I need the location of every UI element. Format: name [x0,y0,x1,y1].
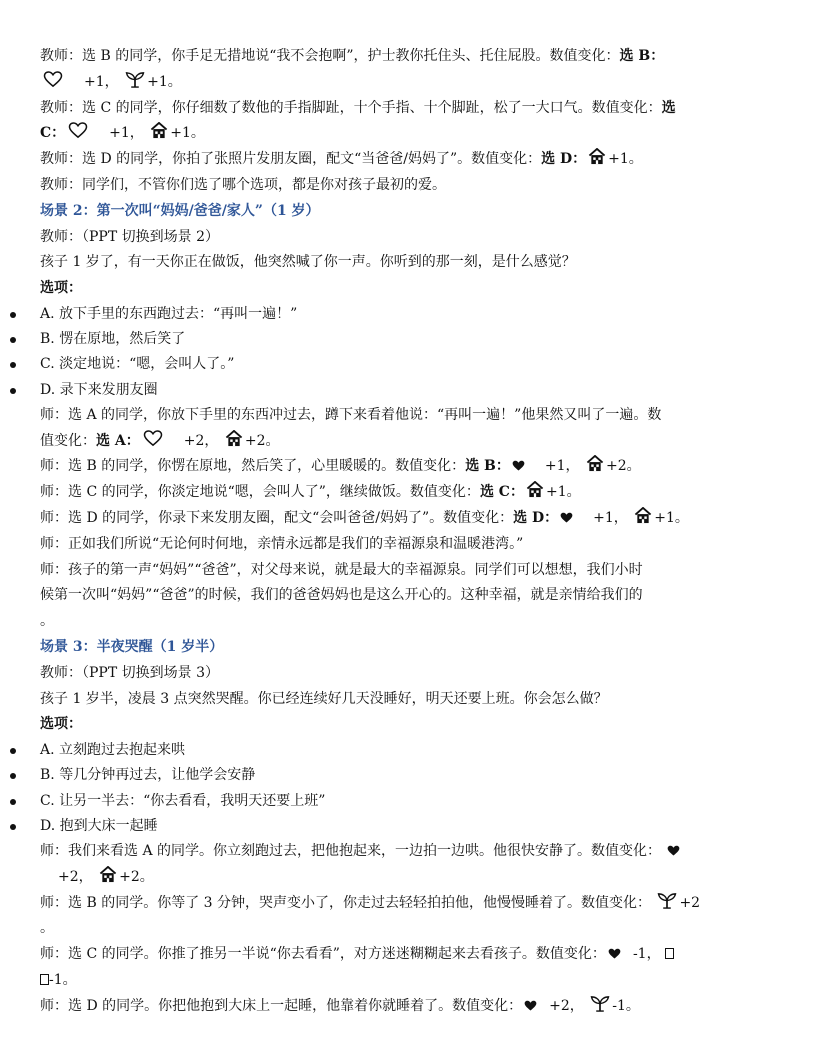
house-icon [586,455,604,472]
house-icon [588,148,606,165]
house-icon [526,481,544,498]
list-item [40,763,770,788]
paragraph: 。 [40,613,54,630]
heart-icon [560,512,573,524]
text-span: +1， [593,509,628,526]
text-span: -1。 [49,971,77,988]
document-page [40,44,770,1020]
list-item [40,789,770,814]
paragraph: 教师：同学们，不管你们选了哪个选项，都是你对孩子最初的爱。 [40,176,446,193]
text-span: +1， [84,73,119,90]
text-span: 师：选 D 的同学。你把他抱到大床上一起睡，他靠着你就睡着了。数值变化： [40,997,523,1014]
text-span: 选 D： [541,151,587,168]
paragraph [40,121,770,147]
heart-outline-icon [142,430,164,447]
paragraph [40,994,770,1020]
list-item-text: D. 抱到大床一起睡 [40,817,158,834]
heart-icon [667,845,680,857]
text-span: C： [40,125,66,142]
text-span: +1， [544,458,580,475]
paragraph: 孩子 1 岁半，凌晨 3 点突然哭醒。你已经连续好几天没睡好，明天还要上班。你会怎么做？ [40,690,608,707]
heart-outline-icon [67,122,89,139]
paragraph: 孩子 1 岁了，有一天你正在做饭，他突然喊了你一声。你听到的那一刻，是什么感觉？ [40,254,576,271]
text-span: 选 [661,99,676,116]
text-span: +1。 [654,509,689,526]
paragraph: 候第一次叫“妈妈”“爸爸”的时候，我们的爸爸妈妈也是这么开心的。这种幸福，就是亲情给我们的 [40,587,643,604]
paragraph: 教师：（PPT 切换到场景 3） [40,664,219,681]
text-span: +1。 [147,73,182,90]
text-span: +1， [109,125,144,142]
paragraph [40,839,770,865]
text-span: 选 C： [479,484,524,501]
text-span: +2 [679,894,701,911]
text-span: 教师：选 B 的同学，你手足无措地说“我不会抱啊”，护士教你托住头、托住屁股。数值变化： [40,48,620,64]
heart-icon [512,460,525,472]
paragraph [40,506,770,532]
text-span: 师：选 D 的同学，你录下来发朋友圈，配文“会叫爸爸/妈妈了”。数值变化： [40,509,514,526]
list-item [40,327,770,352]
house-icon [225,430,243,447]
paragraph [40,403,770,429]
heart-icon [524,1000,537,1012]
paragraph [40,147,770,173]
text-span: +2， [183,432,219,449]
scene-heading: 场景 2：第一次叫“妈妈/爸爸/家人”（1 岁） [40,202,320,219]
paragraph [40,968,770,994]
paragraph [40,44,770,70]
text-span: 师：选 C 的同学，你淡定地说“嗯，会叫人了”，继续做饭。数值变化： [40,484,480,501]
text-span: 选 B： [619,48,665,64]
sprout-icon [590,995,610,1012]
text-span: +1。 [545,484,581,501]
list-item [40,352,770,377]
missing-glyph-icon [40,974,49,985]
house-icon [99,866,117,883]
list-item-text: C. 淡定地说：“嗯，会叫人了。” [40,356,235,373]
paragraph: 教师：（PPT 切换到场景 2） [40,228,219,245]
text-span: +1。 [170,125,205,142]
list-item-text: B. 等几分钟再过去，让他学会安静 [40,767,256,784]
options-label: 选项： [40,280,82,297]
list-item [40,738,770,763]
list-item-text: C. 让另一半去：“你去看看，我明天还要上班” [40,792,326,809]
text-span: 选 A： [96,432,140,449]
list-item [40,302,770,327]
paragraph: 师：孩子的第一声“妈妈”“爸爸”，对父母来说，就是最大的幸福源泉。同学们可以想想，我们小时 [40,561,643,578]
paragraph [40,891,770,917]
text-span: 选 D： [513,509,559,526]
text-span: 选 B： [465,458,510,475]
paragraph: 。 [40,920,54,937]
text-span: 教师：选 C 的同学，你仔细数了数他的手指脚趾，十个手指、十个脚趾，松了一大口气。数值变化： [40,99,662,116]
text-span: -1。 [612,997,640,1014]
paragraph [40,942,770,968]
text-span: +2。 [244,432,280,449]
list-item-text: B. 愣在原地，然后笑了 [40,331,186,348]
list-item-text: D. 录下来发朋友圈 [40,381,158,398]
text-span: +2， [58,868,93,885]
text-span: +2。 [119,868,154,885]
paragraph: 师：正如我们所说“无论何时何地，亲情永远都是我们的幸福源泉和温暖港湾。” [40,535,524,552]
text-span: +1。 [608,151,643,168]
list-item-text: A. 立刻跑过去抱起来哄 [40,742,186,759]
text-span: -1， [632,946,661,963]
text-span: 值变化： [40,432,96,449]
scene-heading: 场景 3：半夜哭醒（1 岁半） [40,638,224,655]
missing-glyph-icon [665,948,674,959]
paragraph [40,480,770,506]
paragraph [40,429,770,455]
house-icon [150,122,168,139]
list-item-text: A. 放下手里的东西跑过去：“再叫一遍！” [40,305,298,322]
text-span: 师：选 C 的同学。你推了推另一半说“你去看看”，对方迷迷糊糊起来去看孩子。数值变化： [40,946,606,963]
list-item [40,814,770,839]
paragraph [40,865,770,891]
paragraph [40,454,770,480]
text-span: 师：选 B 的同学，你愣在原地，然后笑了，心里暖暖的。数值变化： [40,458,466,475]
text-span: 师：选 B 的同学。你等了 3 分钟，哭声变小了，你走过去轻轻拍拍他，他慢慢睡着了。数值变化： [40,894,651,911]
options-label: 选项： [40,716,82,733]
text-span: +2， [549,997,584,1014]
sprout-icon [125,71,145,88]
text-span: 教师：选 D 的同学，你拍了张照片发朋友圈，配文“当爸爸/妈妈了”。数值变化： [40,151,542,168]
text-span: 师：我们来看选 A 的同学。你立刻跑过去，把他抱起来，一边拍一边哄。他很快安静了。数值变化： [40,842,662,859]
house-icon [634,507,652,524]
heart-outline-icon [42,71,64,88]
text-span: 师：选 A 的同学，你放下手里的东西冲过去，蹲下来看着他说：“再叫一遍！”他果然又叫了一遍。数 [40,406,662,423]
paragraph [40,96,770,122]
heart-icon [608,948,621,960]
paragraph [40,70,770,96]
sprout-icon [657,892,677,909]
list-item [40,378,770,403]
text-span: +2。 [606,458,641,475]
